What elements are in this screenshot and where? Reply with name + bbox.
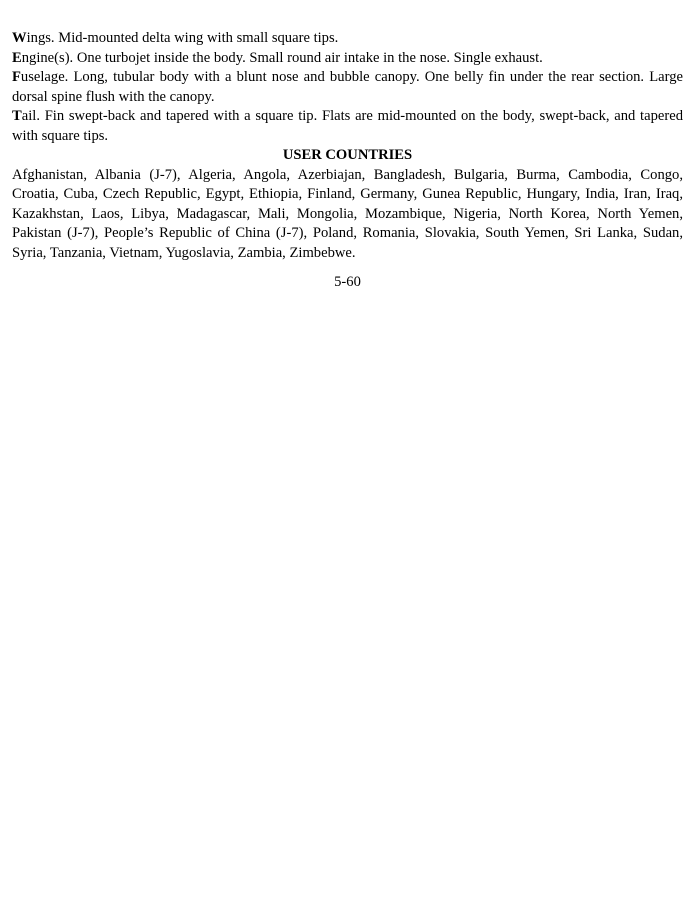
engine-text: ngine(s). One turbojet inside the body. Small round air intake in the nose. Single exhaust. (21, 49, 543, 66)
wings-text: ings. Mid-mounted delta wing with small square tips. (26, 30, 339, 46)
fuselage-description (12, 68, 683, 107)
tail-initial: T (12, 108, 22, 124)
user-countries-heading: USER COUNTRIES (282, 147, 413, 163)
tail-text: ail. Fin swept-back and tapered with a square tip. Flats are mid-mounted on the body, swept-back, and tapered with square tips. (12, 108, 683, 144)
engine-description (12, 49, 683, 69)
user-countries-list: Afghanistan, Albania (J-7), Algeria, Angola, Azerbiajan, Bangladesh, Bulgaria, Burma, Cambodia, Congo, Croatia, Cuba, Czech Republic, Egypt, Ethiopia, Finland, Germany, Gunea Republic, Hungary, India, Iran, Iraq, Kazakhstan, Laos, Libya, Madagascar, Mali, Mongolia, Mozambique, Nigeria, North Korea, North Yemen, Pakistan (J-7), People’s Republic of China (J-7), Poland, Romania, Slovakia, South Yemen, Sri Lanka, Sudan, Syria, Tanzania, Vietnam, Yugoslavia, Zambia, Zimbebwe. (12, 166, 683, 261)
document-body (12, 29, 683, 263)
fuselage-text: uselage. Long, tubular body with a blunt nose and bubble canopy. One belly fin under the rear section. Large dorsal spine flush with the canopy. (12, 69, 683, 105)
page-number: 5-60 (334, 274, 361, 290)
wings-description (12, 29, 683, 49)
fuselage-initial: F (12, 69, 21, 85)
engine-initial: E (12, 49, 22, 66)
wings-initial: W (12, 30, 27, 46)
tail-description (12, 107, 683, 146)
